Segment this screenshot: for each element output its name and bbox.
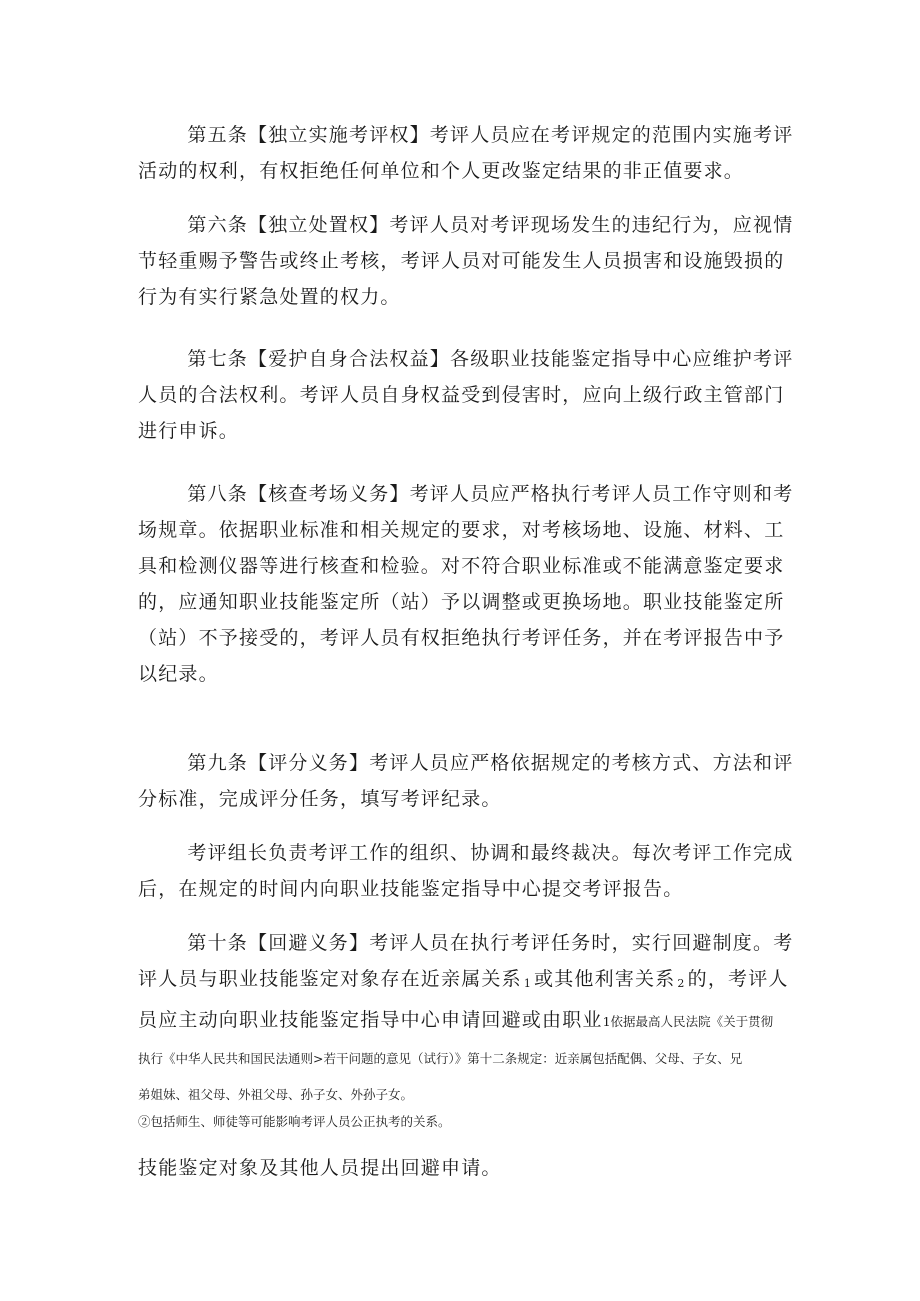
article-8	[138, 476, 794, 692]
article-9-line-2: 分标准，完成评分任务，填写考评纪录。	[138, 788, 502, 810]
article-10-line-2	[138, 961, 789, 1002]
article-10-line-2-text-b: 或其他利害关系	[534, 968, 676, 990]
footnote-2: ②包括师生、师徒等可能影响考评人员公正执考的关系。	[138, 1114, 451, 1129]
article-6-line-2: 节轻重赐予警告或终止考核，考评人员对可能发生人员损害和设施毁损的	[138, 250, 785, 272]
article-10-line-2-text-a: 评人员与职业技能鉴定对象存在近亲属关系	[138, 968, 522, 990]
article-7-line-1: 第七条【爱护自身合法权益】各级职业技能鉴定指导中心应维护考评	[187, 348, 794, 370]
article-6	[138, 207, 794, 315]
article-5	[138, 117, 794, 189]
article-10-line-3-text: 员应主动向职业技能鉴定指导中心申请回避或由职业	[138, 1009, 603, 1031]
article-9	[138, 745, 794, 817]
footnote-1-line-2: 执行《中华人民共和国民法通则>若干问题的意见（试行）》第十二条规定：近亲属包括配偶、父母、子女、兄	[138, 1051, 743, 1066]
article-10	[138, 925, 794, 1040]
article-9-continued	[138, 835, 794, 907]
article-10-line-1: 第十条【回避义务】考评人员在执行考评任务时，实行回避制度。考	[187, 932, 794, 954]
article-9-continued-line-1: 考评组长负责考评工作的组织、协调和最终裁决。每次考评工作完成	[187, 842, 794, 864]
article-6-line-3: 行为有实行紧急处置的权力。	[138, 286, 401, 308]
article-8-line-2: 场规章。依据职业标准和相关规定的要求，对考核场地、设施、材料、工	[138, 519, 785, 541]
article-9-line-1: 第九条【评分义务】考评人员应严格依据规定的考核方式、方法和评	[187, 752, 794, 774]
article-10-last-line: 技能鉴定对象及其他人员提出回避申请。	[138, 1157, 502, 1179]
footnote-ref-2: 2	[677, 977, 686, 990]
article-8-line-3: 具和检测仪器等进行核查和检验。对不符合职业标准或不能满意鉴定要求	[138, 555, 785, 577]
article-7-line-3: 进行申诉。	[138, 420, 240, 442]
article-6-line-1: 第六条【独立处置权】考评人员对考评现场发生的违纪行为，应视情	[187, 214, 794, 236]
article-10-line-3	[138, 1002, 786, 1040]
article-8-line-4: 的，应通知职业技能鉴定所（站）予以调整或更换场地。职业技能鉴定所	[138, 591, 785, 613]
article-10-line-2-text-c: 的，考评人	[687, 968, 789, 990]
article-7-line-2: 人员的合法权利。考评人员自身权益受到侵害时，应向上级行政主管部门	[138, 384, 785, 406]
article-10-tail	[138, 1150, 786, 1186]
footnote-ref-1: 1	[523, 977, 533, 990]
article-8-line-5: （站）不予接受的，考评人员有权拒绝执行考评任务，并在考评报告中予	[138, 627, 785, 649]
article-5-line-1: 第五条【独立实施考评权】考评人员应在考评规定的范围内实施考评	[187, 124, 794, 146]
article-9-continued-line-2: 后，在规定的时间内向职业技能鉴定指导中心提交考评报告。	[138, 878, 684, 900]
article-8-line-6: 以纪录。	[138, 663, 219, 685]
article-7	[138, 341, 794, 449]
footnote-1-start: 1依据最高人民法院《关于贯彻	[602, 1014, 774, 1029]
article-5-line-2: 活动的权利，有权拒绝任何单位和个人更改鉴定结果的非正值要求。	[138, 160, 745, 182]
footnote-1-line-3: 弟姐妹、祖父母、外祖父母、孙子女、外孙子女。	[138, 1087, 414, 1102]
article-8-line-1: 第八条【核查考场义务】考评人员应严格执行考评人员工作守则和考	[187, 483, 794, 505]
